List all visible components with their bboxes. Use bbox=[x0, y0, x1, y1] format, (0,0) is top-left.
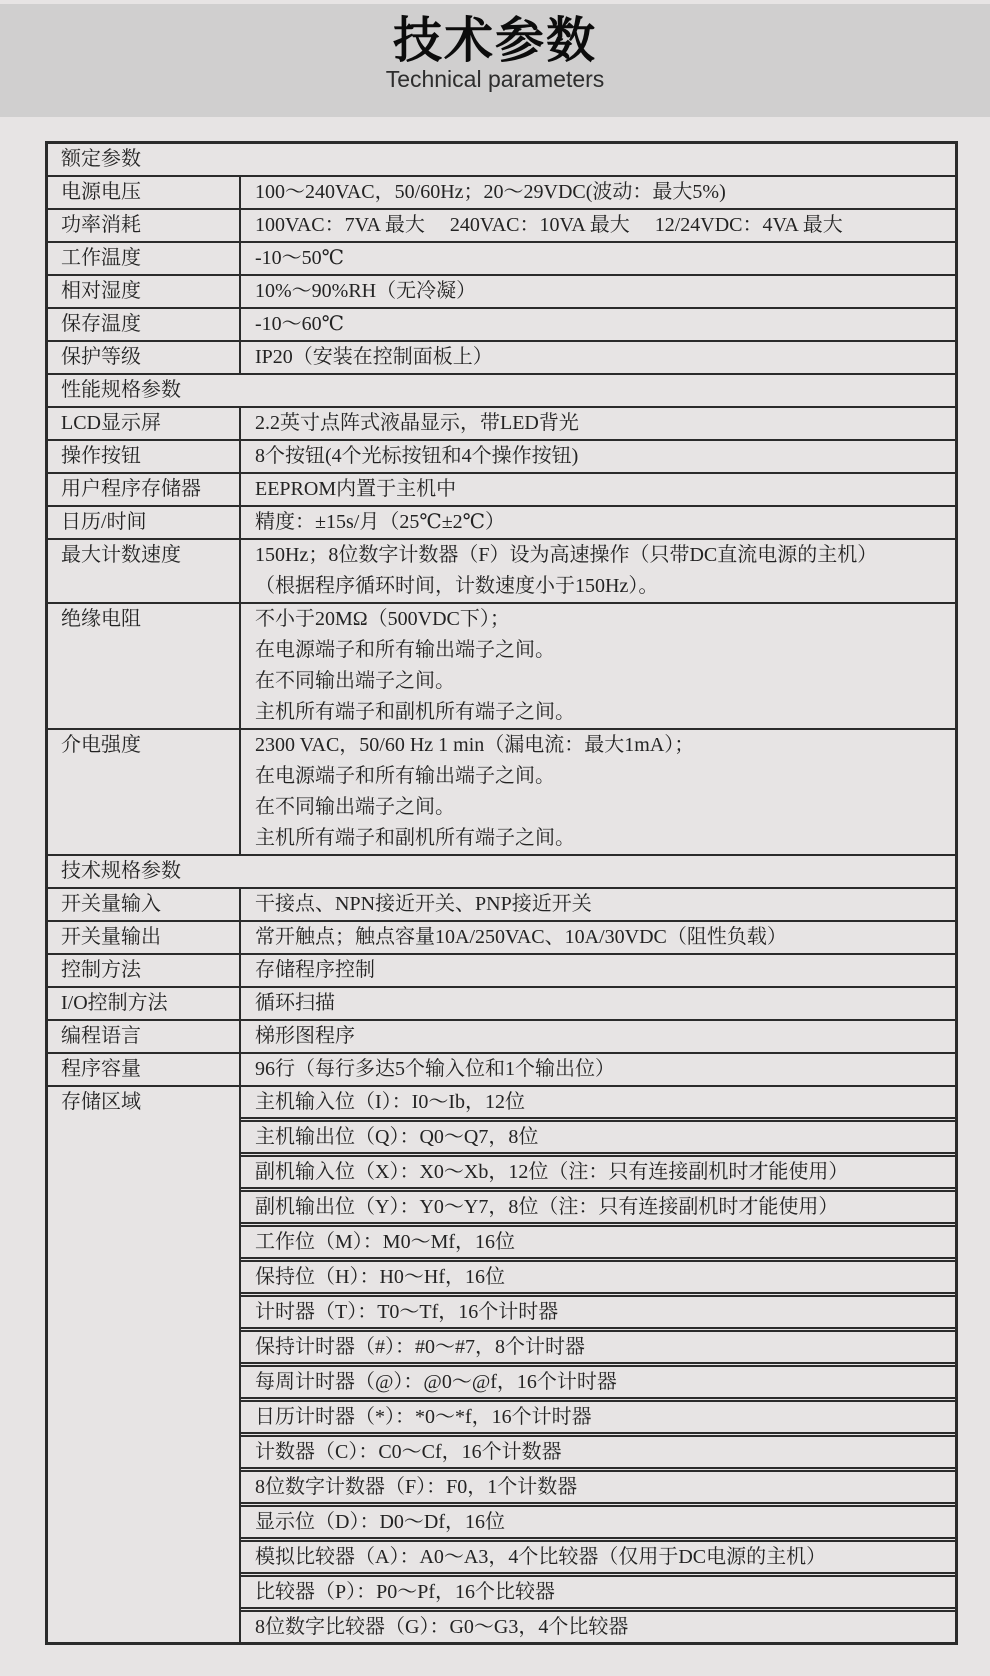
page-header bbox=[0, 4, 990, 117]
value-line: 在电源端子和所有输出端子之间。 bbox=[255, 639, 555, 661]
value-line: 精度：±15s/月（25℃±2℃） bbox=[255, 511, 506, 533]
table-row bbox=[48, 439, 955, 472]
row-label: 操作按钮 bbox=[48, 441, 241, 472]
value-line: 在不同输出端子之间。 bbox=[255, 670, 455, 692]
memory-area-row: 8位数字比较器（G）：G0～G3，4个比较器 bbox=[241, 1607, 955, 1642]
table-row bbox=[48, 307, 955, 340]
value-line: 循环扫描 bbox=[255, 992, 335, 1014]
row-label: 日历/时间 bbox=[48, 507, 241, 538]
row-value bbox=[241, 922, 955, 953]
value-line: （根据程序循环时间，计数速度小于150Hz）。 bbox=[255, 575, 659, 597]
memory-area-row: 每周计时器（@）：@0～@f，16个计时器 bbox=[241, 1362, 955, 1397]
memory-area-row: 主机输入位（I）：I0～Ib，12位 bbox=[255, 1091, 525, 1113]
row-value bbox=[241, 243, 955, 274]
memory-area-row: 保持计时器（#）：#0～#7，8个计时器 bbox=[241, 1327, 955, 1362]
row-value bbox=[241, 408, 955, 439]
memory-area-row: 计数器（C）：C0～Cf，16个计数器 bbox=[241, 1432, 955, 1467]
row-value bbox=[241, 730, 955, 854]
row-value bbox=[241, 988, 955, 1019]
table-row bbox=[48, 887, 955, 920]
value-line: 不小于20MΩ（500VDC下）； bbox=[255, 608, 510, 630]
memory-area-row: 主机输出位（Q）：Q0～Q7，8位 bbox=[241, 1117, 955, 1152]
row-value bbox=[241, 276, 955, 307]
row-label: 功率消耗 bbox=[48, 210, 241, 241]
page-subtitle: Technical parameters bbox=[385, 65, 605, 92]
row-label: 介电强度 bbox=[48, 730, 241, 854]
memory-area-row: 8位数字计数器（F）：F0，1个计数器 bbox=[241, 1467, 955, 1502]
row-label: LCD显示屏 bbox=[48, 408, 241, 439]
row-value bbox=[241, 507, 955, 538]
row-value bbox=[241, 955, 955, 986]
table-row bbox=[48, 728, 955, 854]
memory-area-row: 工作位（M）：M0～Mf，16位 bbox=[241, 1222, 955, 1257]
value-line: -10～50℃ bbox=[255, 247, 345, 269]
row-value bbox=[241, 441, 955, 472]
table-row bbox=[48, 953, 955, 986]
table-row bbox=[48, 505, 955, 538]
table-row bbox=[48, 472, 955, 505]
row-label: 开关量输入 bbox=[48, 889, 241, 920]
row-label: 存储区域 bbox=[48, 1087, 241, 1642]
memory-area-row: 比较器（P）：P0～Pf，16个比较器 bbox=[241, 1572, 955, 1607]
value-line: -10～60℃ bbox=[255, 313, 345, 335]
value-line: 8个按钮(4个光标按钮和4个操作按钮) bbox=[255, 445, 579, 467]
value-line: 96行（每行多达5个输入位和1个输出位） bbox=[255, 1058, 615, 1080]
row-label: 最大计数速度 bbox=[48, 540, 241, 602]
row-label: I/O控制方法 bbox=[48, 988, 241, 1019]
row-value bbox=[241, 1021, 955, 1052]
row-value bbox=[241, 474, 955, 505]
row-label: 相对湿度 bbox=[48, 276, 241, 307]
value-line: EEPROM内置于主机中 bbox=[255, 478, 457, 500]
value-line: 2.2英寸点阵式液晶显示，带LED背光 bbox=[255, 412, 579, 434]
row-label: 保存温度 bbox=[48, 309, 241, 340]
table-row bbox=[48, 1019, 955, 1052]
table-row bbox=[48, 538, 955, 602]
section-header-row: 性能规格参数 bbox=[48, 373, 955, 406]
value-line: 主机所有端子和副机所有端子之间。 bbox=[255, 827, 575, 849]
table-row bbox=[48, 208, 955, 241]
value-line: 在电源端子和所有输出端子之间。 bbox=[255, 765, 555, 787]
value-line: 10%～90%RH（无冷凝） bbox=[255, 280, 477, 302]
page-title: 技术参数 bbox=[392, 14, 597, 68]
memory-area-row: 计时器（T）：T0～Tf，16个计时器 bbox=[241, 1292, 955, 1327]
row-label: 编程语言 bbox=[48, 1021, 241, 1052]
value-line: 干接点、NPN接近开关、PNP接近开关 bbox=[255, 893, 592, 915]
value-line: 2300 VAC，50/60 Hz 1 min（漏电流：最大1mA）； bbox=[255, 734, 695, 756]
value-line: 主机所有端子和副机所有端子之间。 bbox=[255, 701, 575, 723]
row-value bbox=[241, 1054, 955, 1085]
row-value bbox=[241, 604, 955, 728]
memory-area-row: 模拟比较器（A）：A0～A3，4个比较器（仅用于DC电源的主机） bbox=[241, 1537, 955, 1572]
row-label: 控制方法 bbox=[48, 955, 241, 986]
row-label: 保护等级 bbox=[48, 342, 241, 373]
value-line: IP20（安装在控制面板上） bbox=[255, 346, 493, 368]
value-line: 100VAC：7VA 最大 240VAC：10VA 最大 12/24VDC：4VA 最大 bbox=[255, 214, 843, 236]
row-value bbox=[241, 540, 955, 602]
table-row bbox=[48, 241, 955, 274]
memory-area-row: 日历计时器（*）：*0～*f，16个计时器 bbox=[241, 1397, 955, 1432]
row-label: 工作温度 bbox=[48, 243, 241, 274]
table-row bbox=[48, 602, 955, 728]
table-row bbox=[48, 1085, 955, 1642]
memory-area-row: 副机输出位（Y）：Y0～Y7，8位（注：只有连接副机时才能使用） bbox=[241, 1187, 955, 1222]
row-label: 用户程序存储器 bbox=[48, 474, 241, 505]
value-line: 150Hz；8位数字计数器（F）设为高速操作（只带DC直流电源的主机） bbox=[255, 544, 878, 566]
memory-area-row: 显示位（D）：D0～Df，16位 bbox=[241, 1502, 955, 1537]
row-label: 开关量输出 bbox=[48, 922, 241, 953]
row-value bbox=[241, 889, 955, 920]
spec-table bbox=[45, 141, 958, 1645]
value-line: 100～240VAC，50/60Hz；20～29VDC(波动：最大5%) bbox=[255, 181, 726, 203]
table-row bbox=[48, 175, 955, 208]
section-header-row: 技术规格参数 bbox=[48, 854, 955, 887]
row-value bbox=[241, 309, 955, 340]
table-row bbox=[48, 1052, 955, 1085]
row-value bbox=[241, 1087, 955, 1642]
row-label: 绝缘电阻 bbox=[48, 604, 241, 728]
row-value bbox=[241, 210, 955, 241]
value-line: 在不同输出端子之间。 bbox=[255, 796, 455, 818]
row-value bbox=[241, 342, 955, 373]
table-row bbox=[48, 406, 955, 439]
memory-area-row: 副机输入位（X）：X0～Xb，12位（注：只有连接副机时才能使用） bbox=[241, 1152, 955, 1187]
row-value bbox=[241, 177, 955, 208]
table-row bbox=[48, 274, 955, 307]
memory-area-row: 保持位（H）：H0～Hf，16位 bbox=[241, 1257, 955, 1292]
section-header-row: 额定参数 bbox=[61, 148, 141, 170]
table-row bbox=[48, 920, 955, 953]
row-label: 程序容量 bbox=[48, 1054, 241, 1085]
value-line: 存储程序控制 bbox=[255, 959, 375, 981]
table-row bbox=[48, 340, 955, 373]
value-line: 常开触点；触点容量10A/250VAC、10A/30VDC（阻性负载） bbox=[255, 926, 787, 948]
value-line: 梯形图程序 bbox=[255, 1025, 355, 1047]
table-row bbox=[48, 986, 955, 1019]
row-label: 电源电压 bbox=[48, 177, 241, 208]
